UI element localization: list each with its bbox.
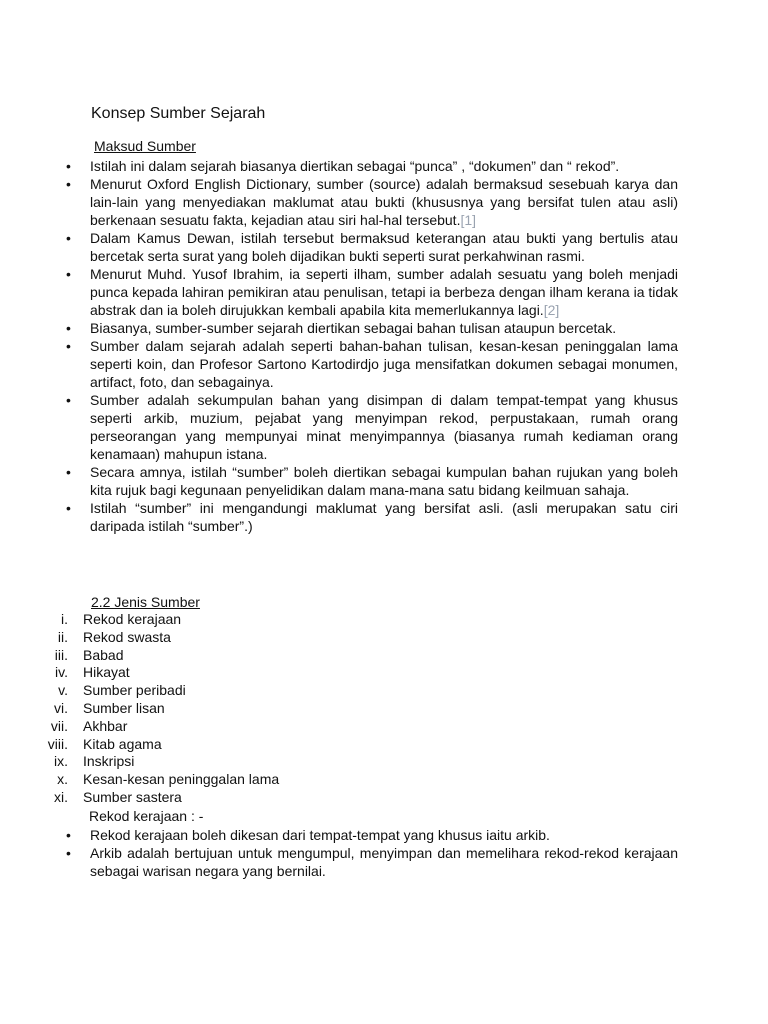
- document-page: Konsep Sumber Sejarah Maksud Sumber • Istilah ini dalam sejarah biasanya diertikan sebagai “punca” , “dokumen” dan “ rekod”. • Menurut Oxford English Dictionary, sumber (source) adalah bermaksud sesebuah karya dan lain-lain yang menyediakan maklumat atau bukti (khususnya yang bersifat tulen atau asli) berkenaan sesuatu fakta, kejadian atau siri hal-hal tersebut.[1] • Dalam Kamus Dewan, istilah tersebut bermaksud keterangan atau bukti yang bertulis atau bercetak serta surat yang boleh dijadikan bukti seperti surat perkahwinan rasmi. • Menurut Muhd. Yusof Ibrahim, ia seperti ilham, sumber adalah sesuatu yang boleh menjadi punca kepada lahiran pemikiran atau penulisan, tetapi ia berbeza dengan ilham kerana ia tidak abstrak dan ia boleh dirujukkan kembali apabila kita memerlukannya lagi.[2] • Biasanya, sumber-sumber sejarah diertikan sebagai bahan tulisan ataupun bercetak. • Sumber dalam sejarah adalah seperti bahan-bahan tulisan, kesan-kesan peninggalan lama seperti koin, dan Profesor Sartono Kartodirdjo juga mensifatkan dokumen sebagai monumen, artifact, foto, dan sebagainya. • Sumber adalah sekumpulan bahan yang disimpan di dalam tempat-tempat yang khusus seperti arkib, muzium, pejabat yang menyimpan rekod, perpustakaan, rumah orang perseorangan yang mempunyai minat menyimpannya (biasanya rumah kediaman orang kenamaan) mahupun istana. • Secara amnya, istilah “sumber” boleh diertikan sebagai kumpulan bahan rujukan yang boleh kita rujuk bagi kegunaan penyelidikan dalam mana-mana satu bidang keilmuan sahaja. • Istilah “sumber” ini mengandungi maklumat yang bersifat asli. (asli merupakan satu ciri daripada istilah “sumber”.) 2.2 Jenis Sumber i. Rekod kerajaan ii. Rekod swasta iii. Babad iv. Hikayat v. Sumber peribadi vi. Sumber lisan vii. Akhbar viii. Kitab agama ix. Inskripsi x. Kesan-kesan peninggalan lama xi. Sumber sastera Rekod kerajaan : - • Rekod kerajaan boleh dikesan dari tempat-tempat yang khusus iaitu arkib. • Arkib adalah bertujuan untuk mengumpul, menyimpan dan memelihara rekod-rekod kerajaan sebagai warisan negara yang bernilai.: [0, 0, 768, 1024]
- list-item: • Sumber dalam sejarah adalah seperti bahan-bahan tulisan, kesan-kesan peninggalan lama seperti koin, dan Profesor Sartono Kartodirdjo juga mensifatkan dokumen sebagai monumen, artifact, foto, dan sebagainya.: [66, 338, 678, 390]
- bullet-icon: •: [66, 464, 71, 480]
- bullet-icon: •: [66, 320, 71, 336]
- list-item: • Biasanya, sumber-sumber sejarah diertikan sebagai bahan tulisan ataupun bercetak.: [66, 320, 617, 336]
- list-item: • Sumber adalah sekumpulan bahan yang disimpan di dalam tempat-tempat yang khusus seperti arkib, muzium, pejabat yang menyimpan rekod, perpustakaan, rumah orang perseorangan yang mempunyai minat menyimpannya (biasanya rumah kediaman orang kenamaan) mahupun istana.: [66, 392, 678, 462]
- list-item: • Secara amnya, istilah “sumber” boleh diertikan sebagai kumpulan bahan rujukan yang boleh kita rujuk bagi kegunaan penyelidikan dalam mana-mana satu bidang keilmuan sahaja.: [66, 464, 678, 498]
- bullet-icon: •: [66, 266, 71, 282]
- rekod-list: [0, 826, 768, 880]
- bullet-icon: •: [66, 392, 71, 408]
- list-item: • Arkib adalah bertujuan untuk mengumpul, menyimpan dan memelihara rekod-rekod kerajaan sebagai warisan negara yang bernilai.: [66, 845, 678, 879]
- bullet-icon: •: [66, 230, 71, 246]
- subheading-rekod-kerajaan: Rekod kerajaan : -: [89, 808, 204, 824]
- maksud-list: [0, 157, 768, 535]
- list-item: • Istilah “sumber” ini mengandungi maklumat yang bersifat asli. (asli merupakan satu ciri daripada istilah “sumber”.): [66, 500, 678, 534]
- page-title: Konsep Sumber Sejarah: [91, 105, 266, 122]
- list-item: • Rekod kerajaan boleh dikesan dari tempat-tempat yang khusus iaitu arkib.: [66, 827, 550, 843]
- section-heading-jenis: 2.2 Jenis Sumber: [91, 594, 200, 610]
- footnote-link[interactable]: [1]: [460, 212, 477, 228]
- bullet-icon: •: [66, 845, 71, 861]
- list-item: • Menurut Oxford English Dictionary, sumber (source) adalah bermaksud sesebuah karya dan lain-lain yang menyediakan maklumat atau bukti (khususnya yang bersifat tulen atau asli) berkenaan sesuatu fakta, kejadian atau siri hal-hal tersebut.[1]: [66, 176, 678, 228]
- bullet-icon: •: [66, 176, 71, 192]
- bullet-icon: •: [66, 500, 71, 516]
- list-item: • Istilah ini dalam sejarah biasanya diertikan sebagai “punca” , “dokumen” dan “ rekod”.: [66, 158, 620, 174]
- bullet-icon: •: [66, 158, 71, 174]
- bullet-icon: •: [66, 827, 71, 843]
- list-item: • Menurut Muhd. Yusof Ibrahim, ia seperti ilham, sumber adalah sesuatu yang boleh menjadi punca kepada lahiran pemikiran atau penulisan, tetapi ia berbeza dengan ilham kerana ia tidak abstrak dan ia boleh dirujukkan kembali apabila kita memerlukannya lagi.[2]: [66, 266, 678, 318]
- bullet-icon: •: [66, 338, 71, 354]
- footnote-link[interactable]: [2]: [543, 302, 560, 318]
- section-heading-maksud: Maksud Sumber: [94, 138, 196, 154]
- list-item: • Dalam Kamus Dewan, istilah tersebut bermaksud keterangan atau bukti yang bertulis atau bercetak serta surat yang boleh dijadikan bukti seperti surat perkahwinan rasmi.: [66, 230, 678, 264]
